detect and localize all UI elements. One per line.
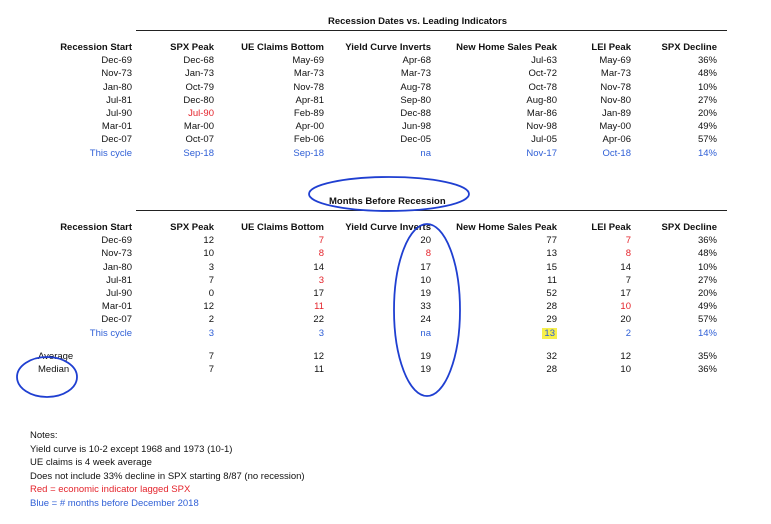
table-cell: Mar-73: [400, 68, 431, 80]
table-cell: Nov-78: [293, 81, 324, 93]
column-header: Yield Curve Inverts: [345, 222, 431, 233]
table-cell: 36%: [697, 55, 717, 67]
table-cell: This cycle: [89, 327, 132, 339]
column-header: New Home Sales Peak: [456, 42, 557, 53]
note-yield-curve: Yield curve is 10-2 except 1968 and 1973 (10-1): [30, 443, 233, 455]
table-cell: Dec-07: [101, 314, 132, 326]
column-header: SPX Peak: [170, 42, 214, 53]
average-median-circle-annotation: [17, 357, 77, 397]
table-cell: 7: [318, 235, 324, 247]
summary-cell: 19: [420, 364, 431, 376]
table-cell: Oct-18: [602, 147, 631, 159]
table-cell: Dec-69: [101, 235, 132, 247]
highlighted-value: 13: [544, 327, 555, 339]
table-cell: 19: [420, 288, 431, 300]
table-cell: This cycle: [89, 147, 132, 159]
table-cell: 14: [620, 261, 631, 273]
table-cell: Dec-69: [101, 55, 132, 67]
summary-label: Average: [38, 350, 74, 362]
table-cell: 3: [318, 274, 324, 286]
table-cell: 52: [546, 288, 557, 300]
table-cell: Aug-80: [526, 94, 557, 106]
table-cell: 57%: [697, 134, 717, 146]
table-cell: Jan-80: [102, 81, 132, 93]
summary-cell: 12: [620, 350, 631, 362]
table-cell: 17: [620, 288, 631, 300]
table-cell: 10: [203, 248, 214, 260]
table-cell: Apr-06: [602, 134, 631, 146]
summary-cell: 7: [208, 350, 214, 362]
table-cell: 27%: [697, 94, 717, 106]
table-cell: Jul-63: [531, 55, 557, 67]
table-cell: 20: [420, 235, 431, 247]
table-cell: 20: [620, 314, 631, 326]
column-header: SPX Decline: [661, 42, 717, 53]
summary-cell: 12: [313, 350, 324, 362]
table-cell: Jul-90: [106, 108, 132, 120]
table-cell: Apr-00: [295, 121, 324, 133]
table-cell: 10: [420, 274, 431, 286]
column-header: Yield Curve Inverts: [345, 42, 431, 53]
summary-cell: 11: [314, 364, 324, 376]
summary-cell: 19: [420, 350, 431, 362]
table-cell: 12: [203, 235, 214, 247]
table1-title: Recession Dates vs. Leading Indicators: [328, 16, 507, 27]
table-cell: May-00: [599, 121, 631, 133]
column-header: UE Claims Bottom: [241, 222, 324, 233]
table-cell: Dec-80: [183, 94, 214, 106]
table-cell: Mar-86: [526, 108, 557, 120]
table-cell: 77: [546, 235, 557, 247]
table-cell: 10%: [697, 261, 717, 273]
table-cell: Mar-01: [101, 121, 132, 133]
table-cell: Aug-78: [400, 81, 431, 93]
table-cell: Sep-80: [400, 94, 431, 106]
table-cell: 12: [203, 301, 214, 313]
table-cell: Nov-17: [526, 147, 557, 159]
summary-cell: 32: [546, 350, 557, 362]
table-cell: 57%: [697, 314, 717, 326]
table-cell: 27%: [697, 274, 717, 286]
column-header: Recession Start: [60, 222, 132, 233]
table-cell: 49%: [697, 121, 717, 133]
table-cell: 48%: [697, 248, 717, 260]
table-cell: 20%: [697, 108, 717, 120]
table-cell: 22: [313, 314, 324, 326]
table-cell: Jun-98: [401, 121, 431, 133]
table-cell: Oct-79: [185, 81, 214, 93]
table-cell: May-69: [599, 55, 631, 67]
table-cell: Oct-07: [185, 134, 214, 146]
table-cell: Sep-18: [293, 147, 324, 159]
table-cell: Jan-73: [184, 68, 214, 80]
table-cell: 7: [625, 274, 631, 286]
table-cell: 28: [546, 301, 557, 313]
table-cell: 10%: [697, 81, 717, 93]
table-cell: Jul-81: [106, 94, 132, 106]
summary-cell: 36%: [697, 364, 717, 376]
column-header: LEI Peak: [591, 222, 631, 233]
table-cell: Jul-05: [531, 134, 557, 146]
table-cell: Dec-88: [400, 108, 431, 120]
table-cell: 7: [208, 274, 214, 286]
table-cell: na: [420, 147, 431, 159]
table-cell: Apr-81: [295, 94, 324, 106]
column-header: Recession Start: [60, 42, 132, 53]
table-cell: Nov-98: [526, 121, 557, 133]
table-cell: Mar-73: [293, 68, 324, 80]
table-cell: 14: [313, 261, 324, 273]
table-cell: Jul-81: [106, 274, 132, 286]
table-cell: 3: [208, 327, 214, 339]
table-cell: 20%: [697, 288, 717, 300]
table-cell: 14%: [697, 327, 717, 339]
column-header: SPX Decline: [661, 222, 717, 233]
table-cell: May-69: [292, 55, 324, 67]
table-cell: 24: [420, 314, 431, 326]
table-cell: Dec-05: [400, 134, 431, 146]
table-cell: 11: [547, 274, 557, 286]
table-cell: 48%: [697, 68, 717, 80]
note-red-legend: Red = economic indicator lagged SPX: [30, 484, 191, 496]
table-cell: 8: [625, 248, 631, 260]
table-cell: 14%: [697, 147, 717, 159]
table-cell: 8: [318, 248, 324, 260]
table-cell: 17: [313, 288, 324, 300]
note-ue-claims: UE claims is 4 week average: [30, 457, 152, 469]
table-cell: 3: [208, 261, 214, 273]
table-cell: Jan-80: [102, 261, 132, 273]
table-cell: 15: [546, 261, 557, 273]
table-cell: 29: [546, 314, 557, 326]
table-cell: 36%: [697, 235, 717, 247]
table-cell: Jul-90: [188, 108, 214, 120]
table-cell: Feb-06: [293, 134, 324, 146]
summary-cell: 7: [208, 364, 214, 376]
summary-cell: 28: [546, 364, 557, 376]
summary-cell: 10: [620, 364, 631, 376]
notes-heading: Notes:: [30, 430, 58, 441]
table-cell: Mar-01: [101, 301, 132, 313]
table-cell: Apr-68: [402, 55, 431, 67]
table-cell: 17: [420, 261, 431, 273]
table-cell: 2: [625, 327, 631, 339]
column-header: LEI Peak: [591, 42, 631, 53]
table-cell: 33: [420, 301, 431, 313]
table-cell: na: [420, 327, 431, 339]
table-cell: Jul-90: [106, 288, 132, 300]
table-cell: Mar-00: [183, 121, 214, 133]
table-cell: 7: [625, 235, 631, 247]
summary-cell: 35%: [697, 350, 717, 362]
yield-curve-circle-annotation: [394, 224, 460, 396]
table-cell: Feb-89: [293, 108, 324, 120]
table-cell: Nov-78: [600, 81, 631, 93]
table-cell: 11: [314, 301, 324, 313]
table-cell: 13: [546, 248, 557, 260]
table-cell: 10: [620, 301, 631, 313]
table-cell: Nov-73: [101, 248, 132, 260]
table-cell: 2: [208, 314, 214, 326]
table-cell: Sep-18: [183, 147, 214, 159]
table-cell: Dec-68: [183, 55, 214, 67]
note-blue-legend: Blue = # months before December 2018: [30, 497, 199, 509]
table-cell: Jan-89: [601, 108, 631, 120]
table-cell: Mar-73: [600, 68, 631, 80]
table-cell: Oct-78: [528, 81, 557, 93]
note-excluded-decline: Does not include 33% decline in SPX starting 8/87 (no recession): [30, 470, 305, 482]
table-cell: 3: [318, 327, 324, 339]
table-cell: Oct-72: [528, 68, 557, 80]
column-header: SPX Peak: [170, 222, 214, 233]
summary-label: Median: [38, 364, 70, 376]
table-cell: 49%: [697, 301, 717, 313]
table-cell: 8: [425, 248, 431, 260]
table-cell: Dec-07: [101, 134, 132, 146]
table-cell: Nov-80: [600, 94, 631, 106]
column-header: New Home Sales Peak: [456, 222, 557, 233]
table-cell: Nov-73: [101, 68, 132, 80]
column-header: UE Claims Bottom: [241, 42, 324, 53]
title-circle-annotation: [309, 177, 469, 211]
table-cell: 0: [208, 288, 214, 300]
table2-title: Months Before Recession: [329, 196, 446, 207]
